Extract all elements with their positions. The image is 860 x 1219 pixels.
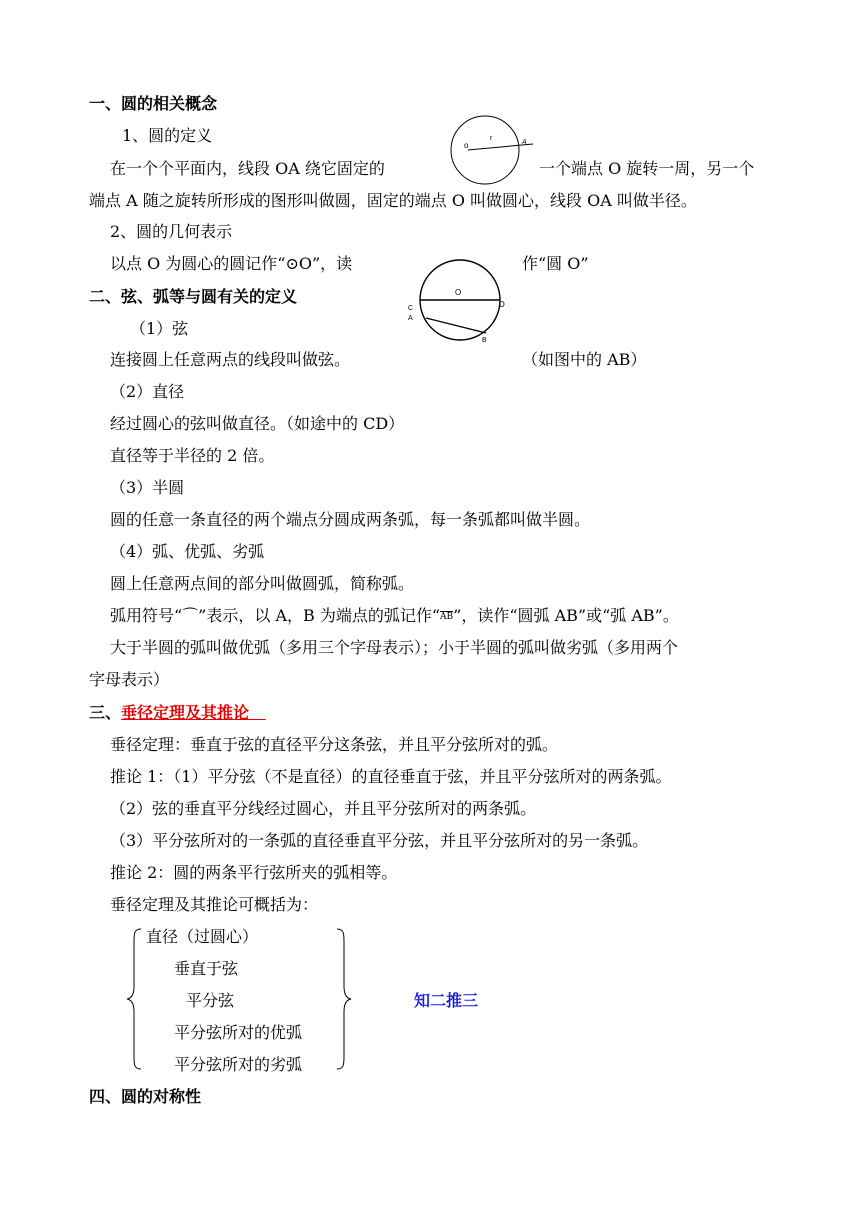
arc-line-b-part1: 弧用符号“⌒”表示，以 A，B 为端点的弧记作“ [110,606,441,625]
chord-line-b: （如图中的 AB） [522,350,647,369]
sub-diameter: （2）直径 [110,382,185,401]
sub-arc: （4）弧、优弧、劣弧 [110,542,265,561]
corollary-1-3: （3）平分弦所对的一条弧的直径垂直平分弦，并且平分弦所对的另一条弧。 [110,831,649,850]
fig2-label-a: A [408,315,413,322]
fig1-label-o: o [464,141,469,150]
circle-figure-1 [440,118,540,182]
def-line-2: 端点 A 随之旋转所形成的图形叫做圆，固定的端点 O 叫做圆心，线段 OA 叫做半径。 [89,191,697,210]
fig2-label-d: D [499,300,505,309]
def-line-1a: 在一个个平面内，线段 OA 绕它固定的 [110,159,385,178]
rep-line-b: 作“圆 O” [522,254,589,273]
sub-semicircle: （3）半圆 [110,478,185,497]
corollary-2: 推论 2：圆的两条平行弦所夹的弧相等。 [110,863,398,882]
fig1-label-a: A [522,139,527,146]
fig1-label-r: r [490,135,493,142]
arc-line-a: 圆上任意两点间的部分叫做圆弧，简称弧。 [110,574,415,593]
arc-line-d: 字母表示） [89,670,170,689]
arc-line-b-part2: ”，读作“圆弧 AB”或“弧 AB”。 [453,606,679,625]
circle-figure-2 [400,262,520,346]
arc-line-c: 大于半圆的弧叫做优弧（多用三个字母表示）；小于半圆的弧叫做劣弧（多用两个 [110,638,679,657]
brace-item-major-arc: 平分弦所对的优弧 [174,1023,303,1042]
section3-heading [89,703,266,723]
summary-line: 垂径定理及其推论可概括为： [110,895,319,914]
rep-line-a: 以点 O 为圆心的圆记作“⊙O”，读 [110,254,353,273]
arc-symbol: $\overline{AB}$ [440,612,454,622]
arc-line-b [110,606,679,627]
sub-chord: （1）弦 [130,319,189,338]
section1-heading: 一、圆的相关概念 [89,94,218,113]
left-brace [126,928,146,1070]
brace-item-diameter: 直径（过圆心） [146,927,259,946]
corollary-1-2: （2）弦的垂直平分线经过圆心，并且平分弦所对的两条弧。 [110,799,537,818]
def-line-1b: 一个端点 O 旋转一周，另一个 [539,159,755,178]
brace-item-perpendicular: 垂直于弦 [174,959,239,978]
corollary-1: 推论 1：（1）平分弦（不是直径）的直径垂直于弦，并且平分弦所对的两条弧。 [110,767,672,786]
brace-item-minor-arc: 平分弦所对的劣弧 [174,1055,303,1074]
diameter-line-a: 经过圆心的弦叫做直径。（如途中的 CD） [110,414,405,433]
theorem-line: 垂径定理：垂直于弦的直径平分这条弦，并且平分弦所对的弧。 [110,735,559,754]
section3-heading-prefix: 三、 [89,703,122,722]
section3-heading-title: 垂径定理及其推论 [121,703,250,722]
section2-heading: 二、弦、弧等与圆有关的定义 [89,287,298,306]
chord-line-a: 连接圆上任意两点的线段叫做弦。 [110,350,351,369]
semicircle-line: 圆的任意一条直径的两个端点分圆成两条弧，每一条弧都叫做半圆。 [110,510,591,529]
right-brace [334,928,354,1070]
fig2-label-b: B [482,337,487,344]
fig2-label-o: O [455,288,462,297]
diameter-line-b: 直径等于半径的 2 倍。 [110,446,275,465]
fig2-label-c: C [408,305,414,312]
section1-sub-definition: 1、圆的定义 [122,126,213,145]
section1-sub-representation: 2、圆的几何表示 [110,222,233,241]
know-two-infer-three: 知二推三 [414,991,479,1010]
section4-heading: 四、圆的对称性 [89,1087,202,1106]
brace-item-bisect-chord: 平分弦 [186,991,235,1010]
